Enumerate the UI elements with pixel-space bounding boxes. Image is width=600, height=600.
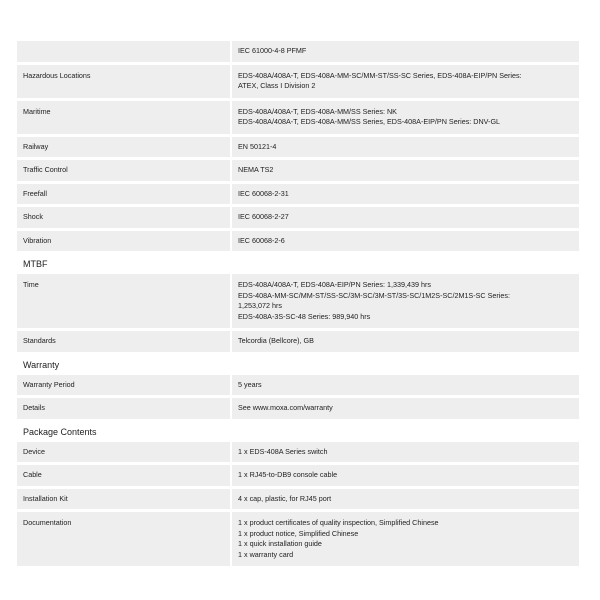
table-row <box>17 101 579 134</box>
spec-value-line: 1 x warranty card <box>238 549 294 559</box>
table-row <box>17 231 579 252</box>
spec-value <box>232 274 579 328</box>
spec-table <box>17 41 579 569</box>
spec-value <box>232 207 579 228</box>
spec-value-line: EDS-408A-3S-SC-48 Series: 989,940 hrs <box>238 311 371 321</box>
spec-value-line: IEC 61000-4-8 PFMF <box>238 46 307 55</box>
table-row <box>17 184 579 205</box>
spec-value-line: 1 x product notice, Simplified Chinese <box>238 528 359 538</box>
spec-label: Freefall <box>17 184 230 205</box>
table-row <box>17 207 579 228</box>
spec-value-line: EN 50121-4 <box>238 141 277 151</box>
spec-value-line: 1 x quick installation guide <box>238 539 322 548</box>
table-row <box>17 65 579 98</box>
spec-value-line: EDS-408A/408A-T, EDS-408A-MM-SC/MM-ST/SS-SC Series, EDS-408A-EIP/PN Series: <box>238 70 522 80</box>
spec-value <box>232 184 579 205</box>
spec-label: Cable <box>17 465 230 486</box>
spec-value <box>232 231 579 252</box>
spec-value-line: IEC 60068-2-6 <box>238 235 285 245</box>
spec-value-line: Telcordia (Bellcore), GB <box>238 336 314 345</box>
spec-value-line: 1 x EDS-408A Series switch <box>238 446 328 456</box>
spec-label: Standards <box>17 331 230 352</box>
spec-value-line: 4 x cap, plastic, for RJ45 port <box>238 493 332 503</box>
spec-label: Maritime <box>17 101 230 134</box>
spec-label: Installation Kit <box>17 489 230 510</box>
spec-value-line: EDS-408A/408A-T, EDS-408A-MM/SS Series: NK <box>238 106 397 116</box>
spec-value <box>232 137 579 158</box>
spec-value <box>232 65 579 98</box>
spec-value <box>232 101 579 134</box>
table-row <box>17 331 579 352</box>
spec-label: Device <box>17 442 230 463</box>
spec-value-line: 1 x RJ45-to-DB9 console cable <box>238 470 338 479</box>
spec-value-line: EDS-408A-MM-SC/MM-ST/SS-SC/3M-SC/3M-ST/3S-SC/1M2S-SC/2M1S-SC Series: <box>238 290 510 300</box>
spec-label: Railway <box>17 137 230 158</box>
table-row <box>17 375 579 396</box>
spec-label: Traffic Control <box>17 160 230 181</box>
spec-label: Shock <box>17 207 230 228</box>
spec-value <box>232 465 579 486</box>
spec-value-line: NEMA TS2 <box>238 165 274 174</box>
spec-label: Time <box>17 274 230 328</box>
table-row <box>17 442 579 463</box>
spec-value <box>232 41 579 62</box>
section-title: Package Contents <box>23 426 97 437</box>
spec-value <box>232 442 579 463</box>
table-row <box>17 137 579 158</box>
spec-value-line: 1,253,072 hrs <box>238 301 282 310</box>
table-row <box>17 274 579 328</box>
section-title: Warranty <box>23 359 60 370</box>
spec-value-line: IEC 60068-2-27 <box>238 212 289 221</box>
spec-value-line: ATEX, Class I Division 2 <box>238 81 316 90</box>
spec-value-line: 1 x product certificates of quality inspection, Simplified Chinese <box>238 518 439 527</box>
spec-value <box>232 398 579 419</box>
spec-label: Vibration <box>17 231 230 252</box>
table-row <box>17 512 579 566</box>
spec-value <box>232 331 579 352</box>
spec-value <box>232 512 579 566</box>
spec-value <box>232 160 579 181</box>
table-row <box>17 398 579 419</box>
spec-value-line: See www.moxa.com/warranty <box>238 403 333 412</box>
spec-label <box>17 41 230 62</box>
spec-label: Details <box>17 398 230 419</box>
spec-value-line: IEC 60068-2-31 <box>238 188 289 198</box>
spec-label: Warranty Period <box>17 375 230 396</box>
spec-label: Documentation <box>17 512 230 566</box>
spec-value <box>232 489 579 510</box>
spec-value-line: EDS-408A/408A-T, EDS-408A-EIP/PN Series: 1,339,439 hrs <box>238 280 431 289</box>
table-row <box>17 160 579 181</box>
spec-label: Hazardous Locations <box>17 65 230 98</box>
section-title: MTBF <box>23 259 48 269</box>
spec-value-line: EDS-408A/408A-T, EDS-408A-MM/SS Series, EDS-408A-EIP/PN Series: DNV-GL <box>238 117 501 126</box>
table-row <box>17 489 579 510</box>
spec-value-line: 5 years <box>238 379 262 389</box>
table-row <box>17 41 579 62</box>
table-row <box>17 465 579 486</box>
spec-value <box>232 375 579 396</box>
